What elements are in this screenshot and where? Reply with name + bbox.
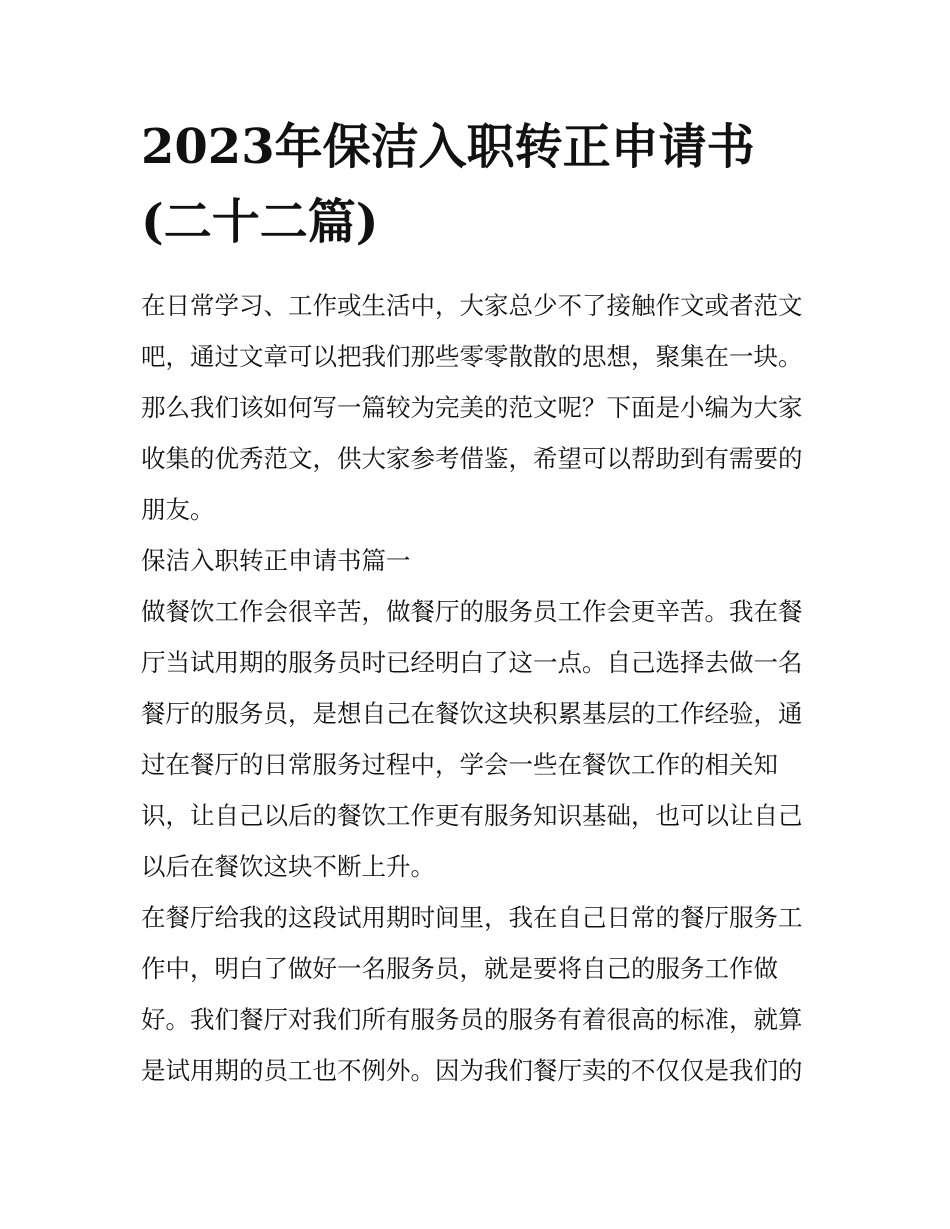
text-line: 在餐厅给我的这段试用期时间里，我在自己日常的餐厅服务工 bbox=[141, 903, 803, 932]
text-line: 那么我们该如何写一篇较为完美的范文呢？下面是小编为大家 bbox=[141, 393, 803, 422]
text-line: 好。我们餐厅对我们所有服务员的服务有着很高的标准，就算 bbox=[141, 1005, 803, 1034]
text-line: 作中，明白了做好一名服务员，就是要将自己的服务工作做 bbox=[141, 954, 778, 983]
document-body bbox=[141, 110, 811, 1096]
section-heading: 保洁入职转正申请书篇一 bbox=[141, 546, 411, 575]
document-title bbox=[141, 110, 811, 260]
text-line: 在日常学习、工作或生活中，大家总少不了接触作文或者范文 bbox=[141, 291, 803, 320]
body-paragraph-1 bbox=[141, 586, 811, 892]
text-line: 以后在餐饮这块不断上升。 bbox=[141, 852, 435, 881]
text-line: 识，让自己以后的餐饮工作更有服务知识基础，也可以让自己 bbox=[141, 801, 803, 830]
body-paragraph-2 bbox=[141, 892, 811, 1096]
title-line-2: (二十二篇) bbox=[141, 194, 379, 250]
text-line: 餐厅的服务员，是想自己在餐饮这块积累基层的工作经验，通 bbox=[141, 699, 803, 728]
title-line-1: 2023年保洁入职转正申请书 bbox=[141, 119, 755, 175]
text-line: 过在餐厅的日常服务过程中，学会一些在餐饮工作的相关知 bbox=[141, 750, 778, 779]
text-line: 做餐饮工作会很辛苦，做餐厅的服务员工作会更辛苦。我在餐 bbox=[141, 597, 803, 626]
text-line: 收集的优秀范文，供大家参考借鉴，希望可以帮助到有需要的 bbox=[141, 444, 803, 473]
text-line: 朋友。 bbox=[141, 495, 215, 524]
text-line: 吧，通过文章可以把我们那些零零散散的思想，聚集在一块。 bbox=[141, 342, 803, 371]
text-line: 是试用期的员工也不例外。因为我们餐厅卖的不仅仅是我们的 bbox=[141, 1056, 803, 1085]
intro-paragraph bbox=[141, 280, 811, 535]
text-line: 厅当试用期的服务员时已经明白了这一点。自己选择去做一名 bbox=[141, 648, 803, 677]
